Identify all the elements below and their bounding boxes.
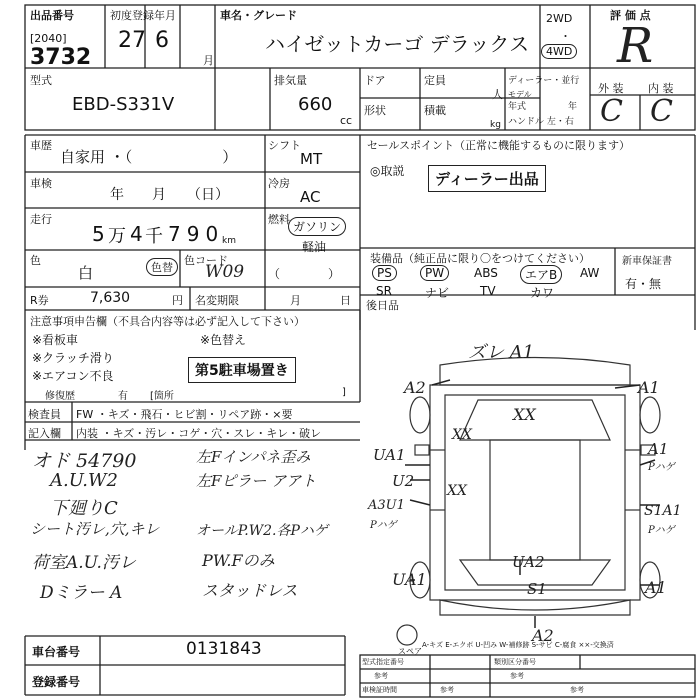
- interior-value: C: [650, 94, 673, 129]
- warranty-value: 有・無: [625, 277, 662, 291]
- equip-leather: カワ: [530, 286, 555, 300]
- equip-navi: ナビ: [425, 286, 450, 300]
- handwritten-note: 荷室A.U.汚レ: [32, 553, 136, 573]
- diagram-label: XX: [513, 405, 536, 424]
- door-label: ドア: [364, 74, 386, 87]
- ac-value: AC: [300, 188, 321, 206]
- note-item: ※クラッチ滑り: [32, 351, 114, 365]
- fuel-label: 燃料: [268, 213, 290, 226]
- diagram-label: A1: [645, 578, 667, 597]
- handwritten-note: 下廻りC: [50, 498, 118, 519]
- colorcode-label: 色コード: [184, 254, 228, 267]
- handwritten-note: オールP.W2.各Pハゲ: [196, 523, 328, 539]
- legend-cell: 参考: [510, 672, 524, 680]
- diagram-label: Pハゲ: [648, 462, 675, 473]
- first-reg-month: 6: [155, 28, 169, 53]
- load-label: 積載: [424, 104, 446, 117]
- diagram-label: UA1: [373, 446, 406, 464]
- model-year-label: モデル: [508, 90, 532, 99]
- attach-label: 後日品: [366, 299, 399, 312]
- handwritten-note: シート汚レ,穴,キレ: [30, 520, 160, 538]
- drive-4wd: 4WD: [541, 44, 577, 59]
- handwritten-note: スタッドレス: [202, 581, 298, 600]
- history-close: ]: [342, 387, 346, 398]
- diagram-label: A3U1: [368, 498, 405, 513]
- diagram-label: UA2: [512, 553, 545, 571]
- equip-tv: TV: [480, 284, 496, 298]
- type-value: EBD-S331V: [72, 94, 175, 115]
- equip-airbag: エアB: [520, 265, 562, 284]
- diagram-label: A2: [404, 378, 426, 397]
- handwritten-note: 左Fインパネ歪み: [196, 448, 311, 466]
- equip-ps: PS: [372, 265, 397, 281]
- registration-label: 登録番号: [32, 675, 81, 689]
- color-value: 白: [78, 264, 94, 282]
- history-label: 修復歴: [45, 391, 75, 402]
- ac-label: 冷房: [268, 177, 290, 190]
- colorcode-value: W09: [205, 262, 245, 282]
- meigi-label: 名変期限: [195, 294, 239, 307]
- model-label: 車名・グレード: [220, 9, 297, 22]
- diagram-label: Pハゲ: [370, 520, 397, 531]
- legend-cell: 類別区分番号: [494, 658, 536, 666]
- note-item: ※看板車: [32, 333, 79, 347]
- legend-cell: 参考: [374, 672, 388, 680]
- diagram-label: A1: [638, 378, 660, 397]
- lot-sub: [2040]: [30, 32, 67, 45]
- recycle-label: R券: [30, 294, 49, 307]
- inspection-value: 年 月 （日）: [110, 187, 229, 203]
- meigi-day: 日: [340, 294, 351, 307]
- first-reg-year: 27: [118, 28, 146, 53]
- displacement-label: 排気量: [274, 74, 307, 87]
- diagram-label: Pハゲ: [648, 525, 675, 536]
- equip-pw: PW: [420, 265, 449, 281]
- mileage-man: 5: [92, 222, 105, 246]
- handwritten-note: A.U.W2: [50, 470, 118, 491]
- inspector-label: 検査員: [28, 408, 61, 421]
- mileage-unit: km: [222, 236, 236, 246]
- inspection-label: 車検: [30, 177, 52, 190]
- fuel-value: ガソリン: [288, 217, 346, 236]
- legend-cell: 車検証時間: [362, 686, 397, 694]
- chassis-value: 0131843: [186, 639, 262, 659]
- fuel-paren: （ ）: [268, 267, 341, 281]
- equipment-label: 装備品（純正品に限り〇をつけてください）: [370, 252, 590, 265]
- warranty-label: 新車保証書: [622, 256, 672, 267]
- diagram-label: S1: [527, 580, 547, 598]
- dealer-stamp: ディーラー出品: [428, 165, 546, 192]
- equip-sr: SR: [376, 284, 392, 298]
- note-item: ※エアコン不良: [32, 369, 114, 383]
- spare-label: スペア: [398, 647, 422, 656]
- model-year-sub: 年式: [508, 102, 527, 112]
- year-unit: 年: [568, 102, 578, 112]
- month-unit: 月: [203, 54, 214, 67]
- drive-2wd: 2WD: [546, 12, 573, 25]
- exterior-value: C: [600, 94, 623, 129]
- mileage-man-unit: 万: [108, 226, 126, 247]
- color-label: 色: [30, 254, 41, 267]
- score-label: 評 価 点: [610, 9, 651, 22]
- handwritten-note: 左Fピラー アアト: [196, 472, 317, 490]
- mileage-sen-unit: 千: [145, 226, 163, 247]
- parking-stamp: 第5駐車場置き: [188, 357, 296, 383]
- legend-cell: 参考: [440, 686, 454, 694]
- diagram-label: XX: [447, 483, 467, 499]
- sales-manual: ◎取説: [370, 164, 405, 178]
- mileage-sen: 4: [130, 222, 143, 246]
- diagram-label: U2: [392, 472, 415, 490]
- lot-number: 3732: [30, 45, 92, 70]
- capacity-label: 定員: [424, 74, 446, 87]
- exterior-label: 外 装: [598, 82, 624, 95]
- inspector-row1: FW ・キズ・飛石・ヒビ割・リペア跡・×要: [76, 408, 293, 421]
- handwritten-note: Dミラー A: [40, 583, 123, 603]
- legend-cell: 参考: [570, 686, 584, 694]
- note-item: ※色替え: [200, 333, 247, 347]
- shift-label: シフト: [268, 139, 301, 152]
- handle-label: ハンドル 左・右: [508, 117, 574, 127]
- recycle-unit: 円: [172, 294, 183, 307]
- handwritten-note: PW.Fのみ: [202, 551, 275, 570]
- diagram-label: S1A1: [644, 503, 682, 519]
- fuel-alt: 軽油: [302, 240, 327, 254]
- damage-legend: A-キズ E-エクボ U-凹み W-補修跡 S-サビ C-腐食 ××-交換済: [422, 641, 614, 649]
- displacement-unit: cc: [340, 114, 353, 127]
- first-reg-label: 初度登録年月: [110, 9, 176, 22]
- notes-label: 注意事項申告欄（不具合内容等は必ず記入して下さい）: [30, 315, 305, 328]
- handwritten-note: オド 54790: [32, 450, 137, 472]
- diagram-label: A1: [648, 440, 669, 458]
- score-value: R: [617, 18, 654, 74]
- shape-label: 形状: [364, 104, 386, 117]
- meigi-month: 月: [290, 294, 301, 307]
- interior-label: 内 装: [648, 82, 674, 95]
- capacity-unit: 人: [492, 88, 503, 101]
- dealer-label: ディーラー・並行: [508, 76, 580, 86]
- inspector-row2: 内装 ・キズ・汚レ・コゲ・穴・スレ・キレ・破レ: [76, 427, 322, 440]
- diagram-label: UA1: [392, 570, 427, 589]
- load-unit: kg: [490, 120, 501, 130]
- diagram-label: A2: [532, 626, 554, 645]
- legend-cell: 型式指定番号: [362, 658, 404, 666]
- history-value: 有: [118, 391, 128, 402]
- lot-label: 出品番号: [30, 9, 74, 22]
- model-name: ハイゼットカーゴ デラックス: [265, 32, 530, 56]
- inspector-label-2: 記入欄: [28, 427, 61, 440]
- diagram-label: XX: [452, 427, 472, 443]
- equip-aw: AW: [580, 266, 600, 280]
- recycle-value: 7,630: [90, 290, 131, 306]
- displacement-value: 660: [298, 94, 333, 115]
- color-change: 色替: [146, 258, 178, 276]
- type-label: 型式: [30, 74, 52, 87]
- mileage-rest: 790: [168, 222, 225, 246]
- sales-label: セールスポイント（正常に機能するものに限ります）: [367, 139, 631, 152]
- history-bracket: [箇所: [150, 391, 174, 402]
- shift-value: MT: [300, 150, 323, 168]
- diagram-label: ズレ A1: [468, 342, 535, 363]
- chassis-label: 車台番号: [32, 645, 81, 659]
- usage-label: 車歴: [30, 139, 52, 152]
- drive-dot: ・: [560, 30, 571, 43]
- usage-value: 自家用 ・（ ）: [60, 148, 238, 166]
- mileage-label: 走行: [30, 213, 52, 226]
- equip-abs: ABS: [474, 266, 498, 280]
